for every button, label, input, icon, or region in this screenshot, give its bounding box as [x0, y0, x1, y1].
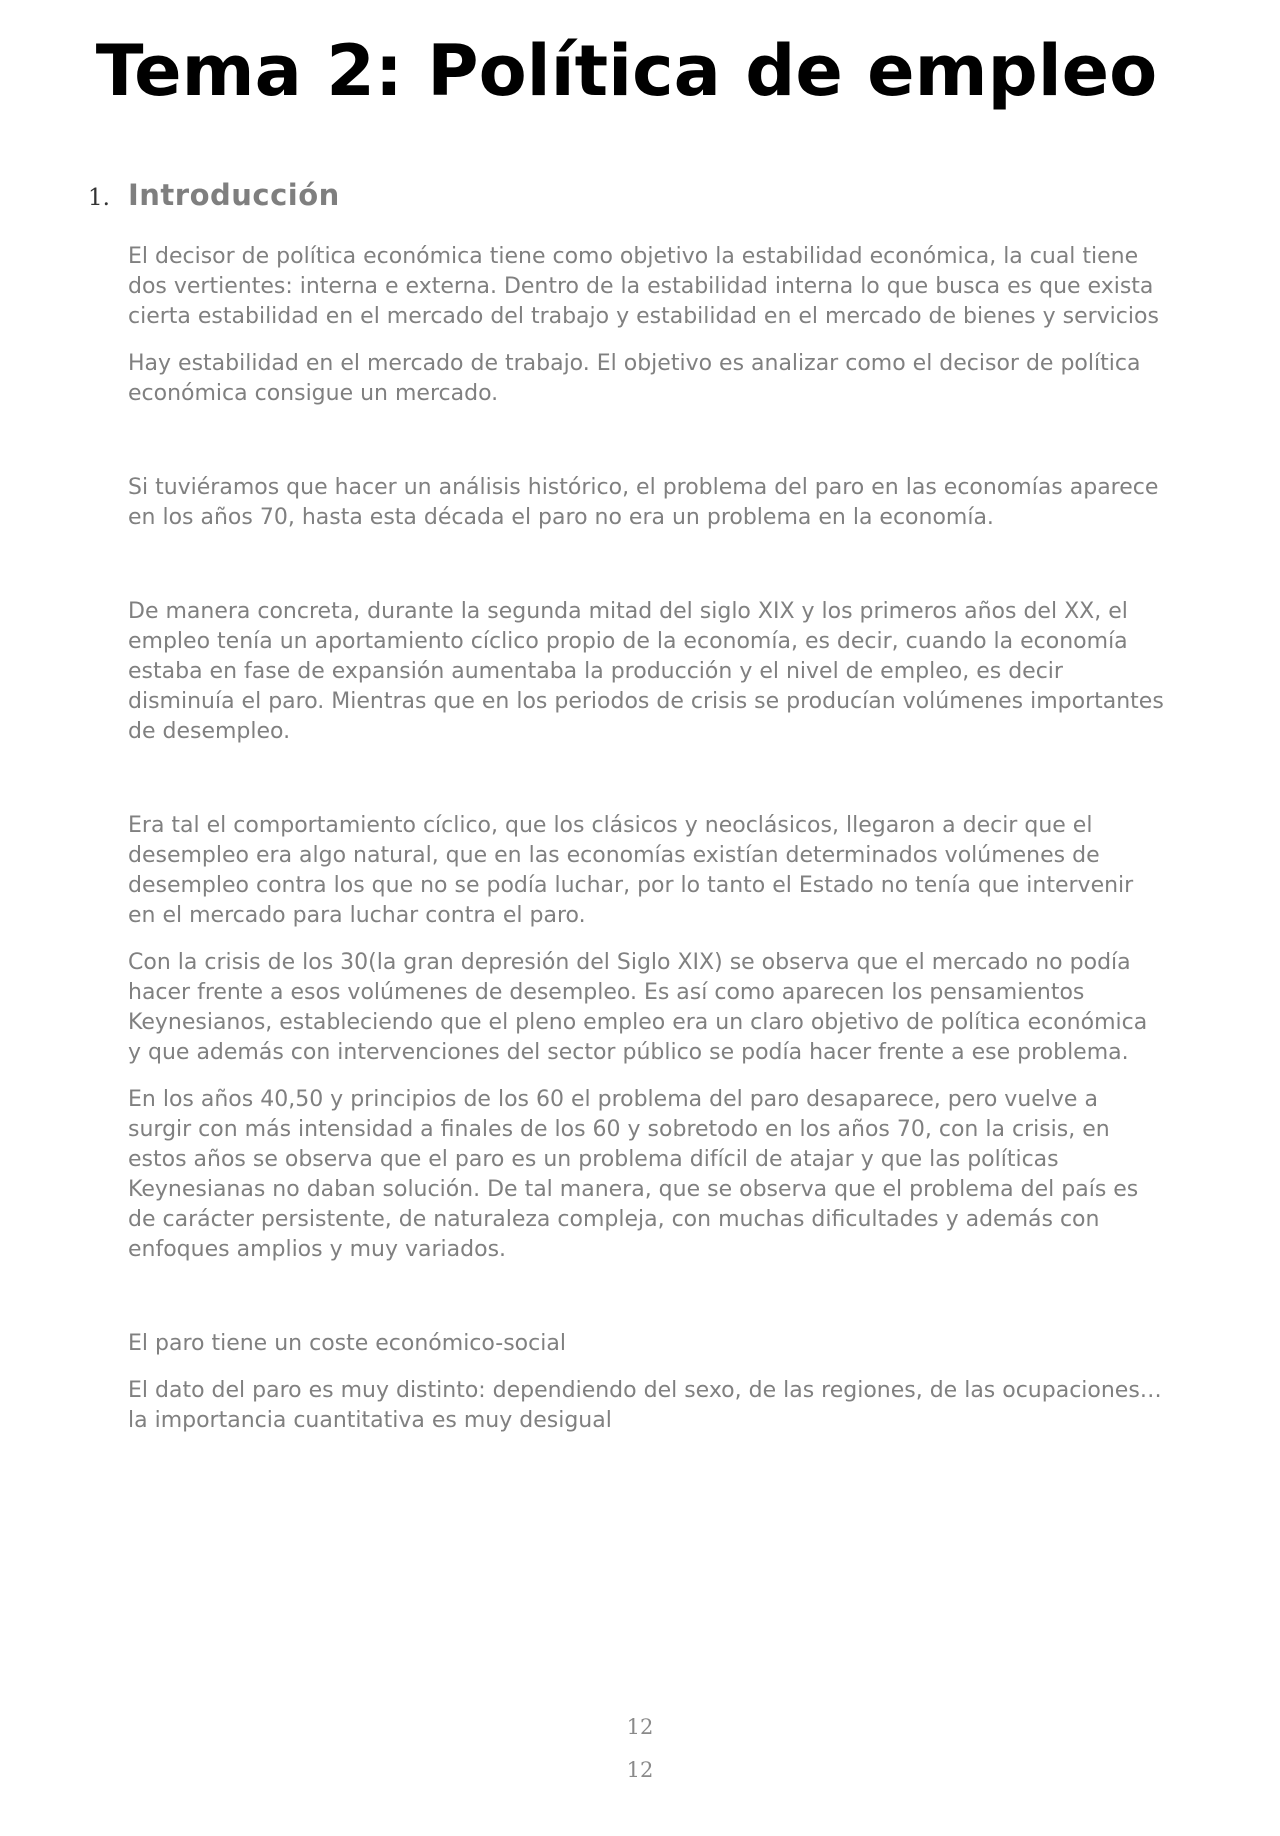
paragraph: Era tal el comportamiento cíclico, que los clásicos y neoclásicos, llegaron a decir que el desempleo era algo natural, que en las economías existían determinados volúmenes de desempleo contra los que no se podía luchar, por lo tanto el Estado no tenía que intervenir en el mercado para luchar contra el paro. — [128, 813, 1134, 928]
paragraph: Con la crisis de los 30(la gran depresión del Siglo XIX) se observa que el mercado no podía hacer frente a esos volúmenes de desempleo. Es así como aparecen los pensamientos Keynesianos, estableciendo que el pleno empleo era un claro objetivo de política económica y que además con intervenciones del sector público se podía hacer frente a ese problema. — [128, 950, 1148, 1065]
section-number: 1. — [88, 185, 110, 211]
paragraph: De manera concreta, durante la segunda mitad del siglo XIX y los primeros años del XX, el empleo tenía un aportamiento cíclico propio de la economía, es decir, cuando la economía estaba en fase de expansión aumentaba la producción y el nivel de empleo, es decir disminuía el paro. Mientras que en los periodos de crisis se producían volúmenes importantes de desempleo. — [128, 599, 1164, 744]
paragraph: Hay estabilidad en el mercado de trabajo. El objetivo es analizar como el decisor de política económica consigue un mercado. — [128, 351, 1141, 406]
page-number: 12 — [626, 1758, 654, 1782]
paragraph: El dato del paro es muy distinto: dependiendo del sexo, de las regiones, de las ocupaciones… la importancia cuantitativa es muy desigual — [128, 1378, 1162, 1433]
page-footer — [0, 1712, 1280, 1785]
intro-body — [88, 242, 1165, 1436]
page-title: Tema 2: Política de empleo — [95, 30, 1158, 112]
paragraph-spacer — [128, 550, 1165, 580]
page-number: 12 — [626, 1715, 654, 1739]
paragraph: El paro tiene un coste económico-social — [128, 1331, 566, 1356]
section-heading — [88, 175, 1165, 218]
paragraph-spacer — [128, 426, 1165, 456]
paragraph-spacer — [128, 764, 1165, 794]
paragraph: En los años 40,50 y principios de los 60 el problema del paro desaparece, pero vuelve a surgir con más intensidad a finales de los 60 y sobretodo en los años 70, con la crisis, en estos años se observa que el paro es un problema difícil de atajar y que las políticas Keynesianas no daban solución. De tal manera, que se observa que el problema del país es de carácter persistente, de naturaleza compleja, con muchas dificultades y además con enfoques amplios y muy variados. — [128, 1087, 1139, 1262]
paragraph: El decisor de política económica tiene como objetivo la estabilidad económica, la cual tiene dos vertientes: interna e externa. Dentro de la estabilidad interna lo que busca es que exista cierta estabilidad en el mercado del trabajo y estabilidad en el mercado de bienes y servicios — [128, 244, 1159, 329]
paragraph-spacer — [128, 1282, 1165, 1312]
document-page — [0, 25, 1280, 1436]
section-title: Introducción — [128, 178, 340, 212]
paragraph: Si tuviéramos que hacer un análisis histórico, el problema del paro en las economías aparece en los años 70, hasta esta década el paro no era un problema en la economía. — [128, 475, 1159, 530]
